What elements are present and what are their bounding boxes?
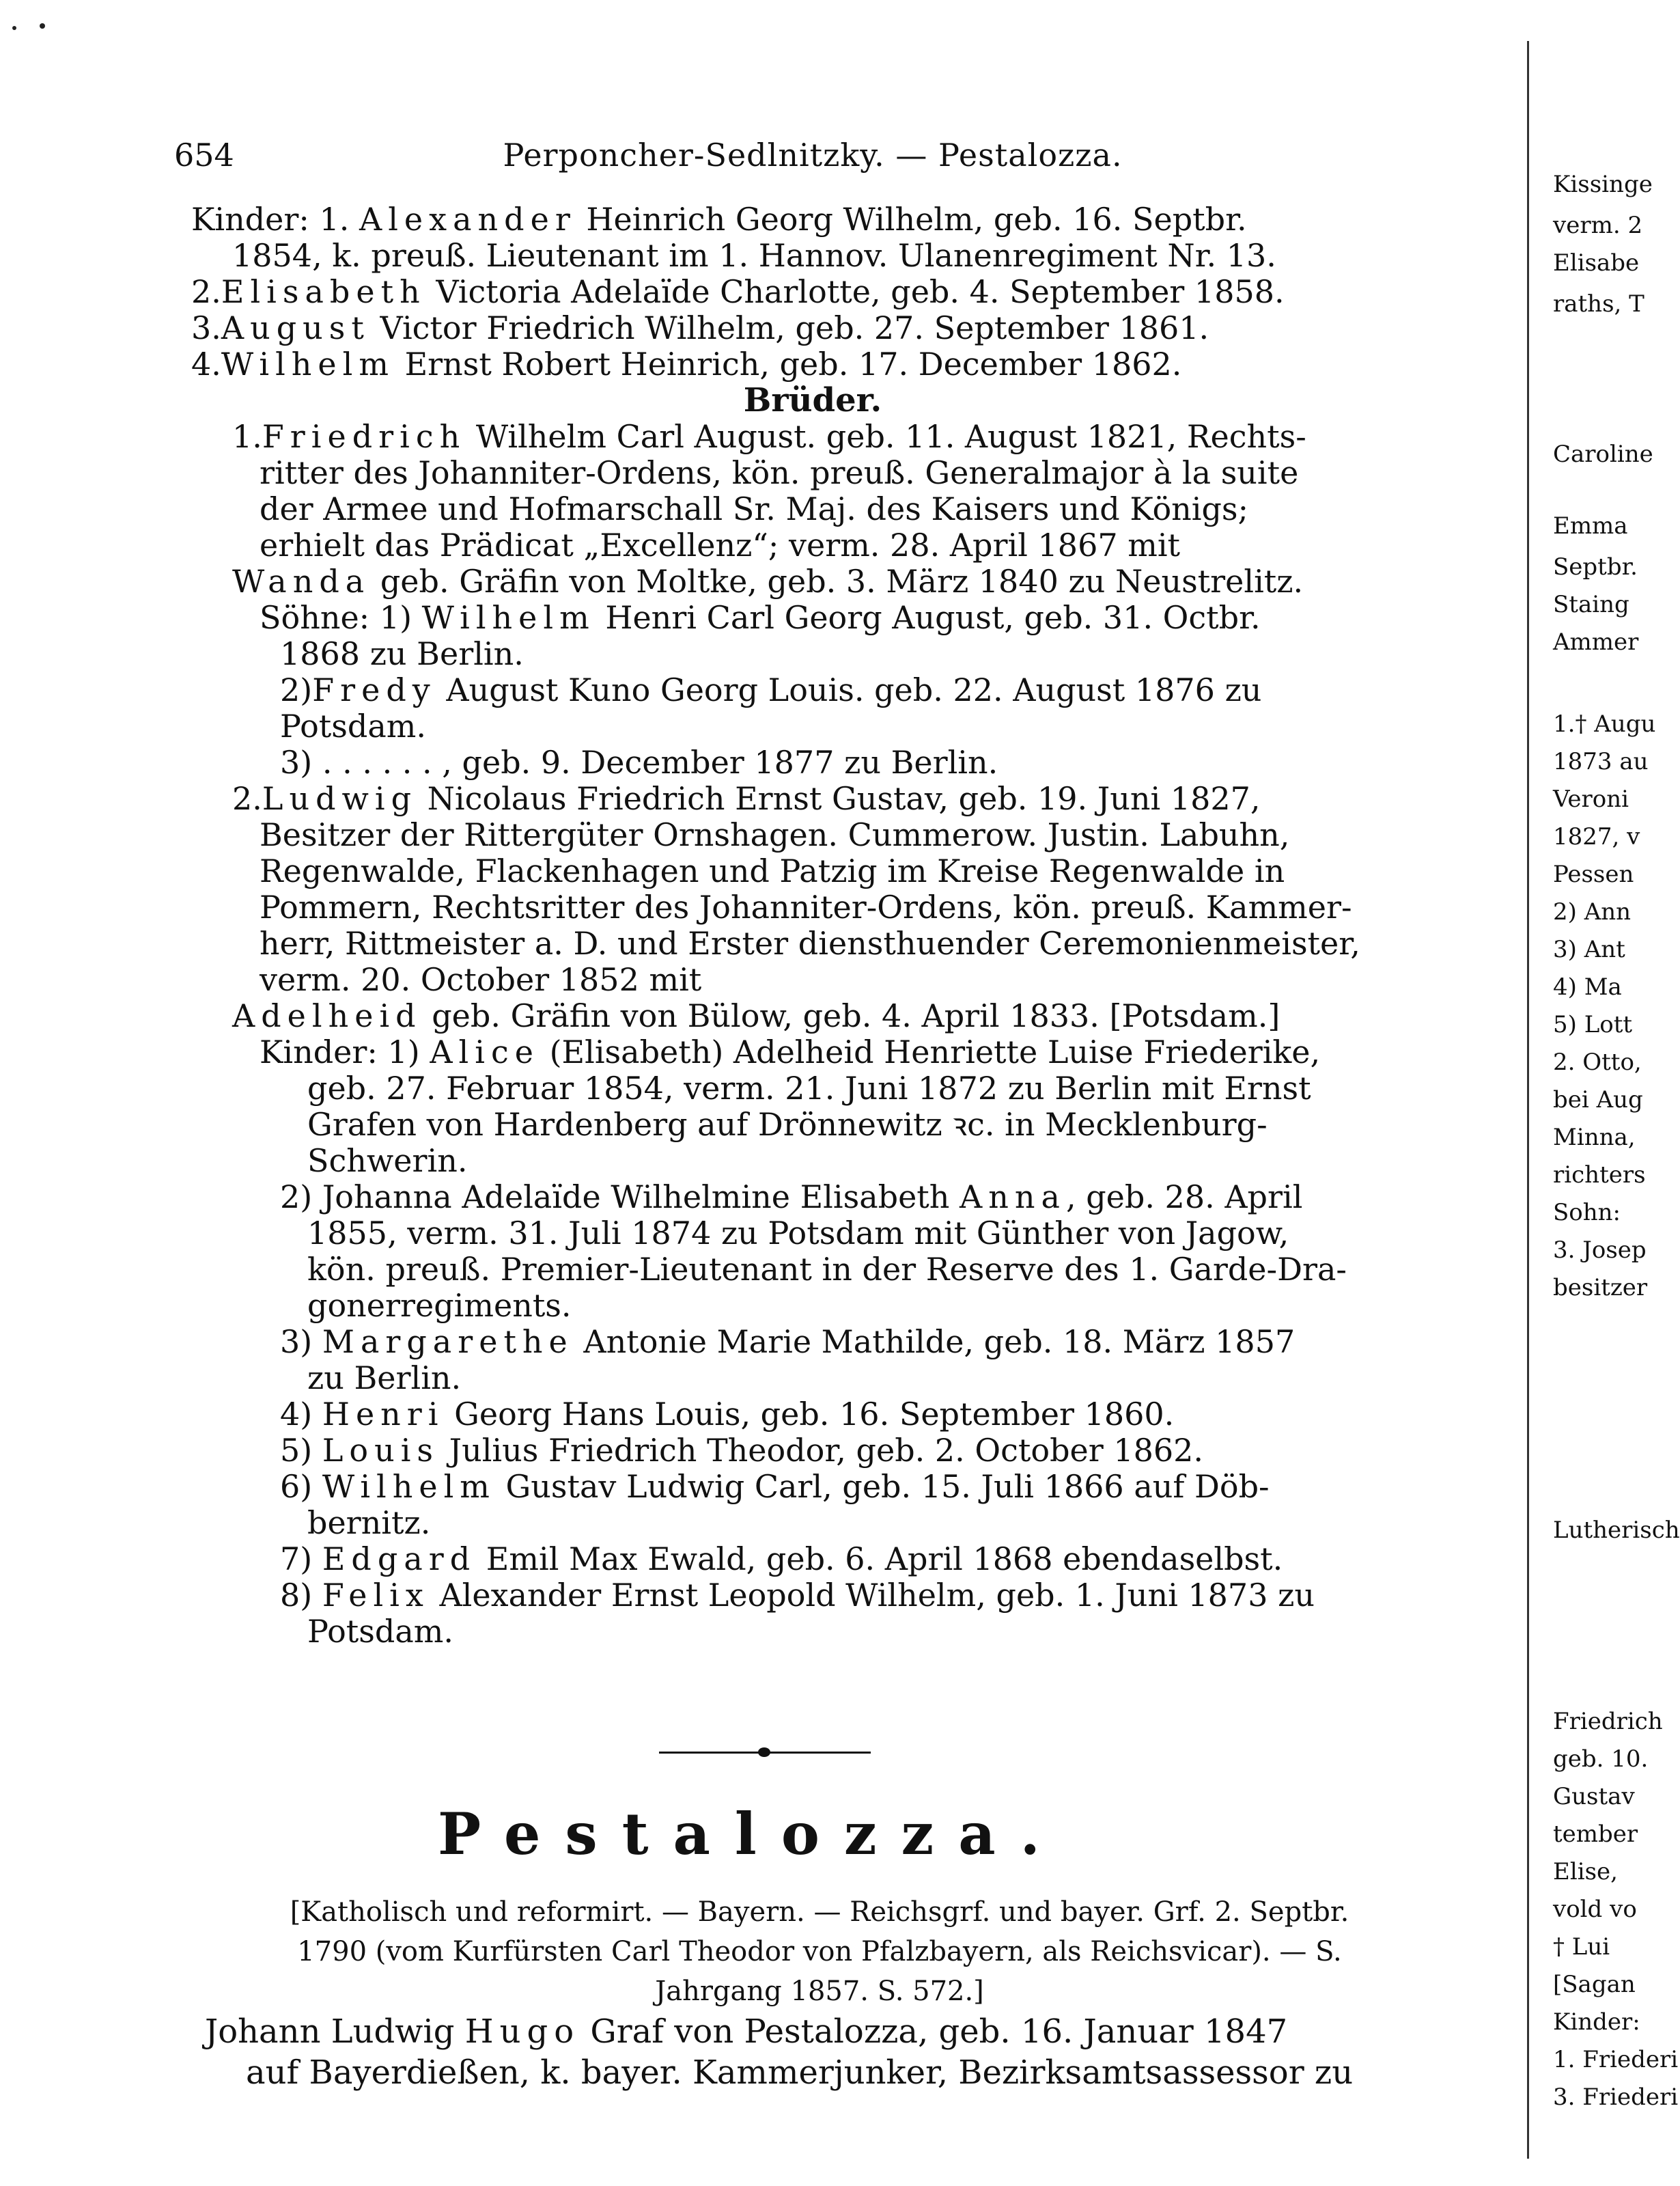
text-run: Brüder. [743, 381, 882, 419]
adjacent-page-fragment: 1873 au [1553, 748, 1649, 775]
text-run: Besitzer der Rittergüter Ornshagen. Cummerow. Justin. Labuhn, [260, 816, 1290, 853]
text-run: , geb. 28. April [1065, 1178, 1303, 1215]
adjacent-page-fragment: 3. Friederi [1553, 2084, 1679, 2111]
text-line [191, 346, 1434, 383]
section-body [205, 1892, 1434, 2093]
text-line [191, 238, 1434, 274]
adjacent-page-fragment: verm. 2 [1553, 212, 1643, 239]
binding-line [1527, 41, 1529, 2159]
text-line [191, 926, 1434, 962]
adjacent-page-fragment: Minna, [1553, 1124, 1636, 1151]
adjacent-page-fragment: besitzer [1553, 1274, 1648, 1301]
text-run: Kinder: 1) [260, 1034, 430, 1070]
section-divider [0, 1745, 1502, 1759]
text-line [191, 1288, 1434, 1324]
spaced-name: Alice [430, 1034, 540, 1070]
text-run: gonerregiments. [307, 1287, 572, 1324]
adjacent-page-fragment: 3. Josep [1553, 1236, 1647, 1264]
text-line [191, 1541, 1434, 1577]
divider-ornament [758, 1747, 770, 1757]
spaced-name: Henri [322, 1396, 445, 1433]
text-run: 7) [280, 1540, 322, 1577]
text-line [191, 962, 1434, 998]
page-number: 654 [174, 137, 234, 174]
adjacent-page-fragment: 2) Ann [1553, 898, 1632, 926]
adjacent-page-fragment: vold vo [1553, 1896, 1637, 1923]
spaced-name: Fredy [312, 672, 436, 708]
adjacent-page-fragment: † Lui [1553, 1933, 1610, 1961]
text-run: 2. [191, 273, 221, 310]
text-run: 6) [280, 1468, 322, 1505]
section-note [205, 1892, 1434, 2011]
text-run: geb. Gräfin von Bülow, geb. 4. April 1833. [Potsdam.] [421, 997, 1280, 1034]
text-run: Graf von Pestalozza, geb. 16. Januar 1847 [580, 2012, 1288, 2051]
running-head: Perponcher-Sedlnitzky. — Pestalozza. [503, 137, 1123, 174]
spaced-name: August [221, 309, 370, 346]
text-run: 3) [280, 1323, 322, 1360]
text-line [191, 1433, 1434, 1469]
spaced-name: Adelheid [232, 997, 422, 1034]
text-run: 3) . . . . . . , geb. 9. December 1877 zu Berlin. [280, 744, 998, 781]
text-run: 5) [280, 1432, 322, 1469]
text-run: Heinrich Georg Wilhelm, geb. 16. Septbr. [576, 201, 1247, 238]
text-line [191, 781, 1434, 817]
adjacent-page-fragment: [Sagan [1553, 1971, 1636, 1998]
adjacent-page-fragment: Veroni [1553, 786, 1629, 813]
text-run: 1855, verm. 31. Juli 1874 zu Potsdam mit Günther von Jagow, [307, 1215, 1289, 1251]
adjacent-page-fragment: Elise, [1553, 1858, 1618, 1885]
text-line [191, 600, 1434, 636]
text-run: 2. [232, 780, 262, 817]
page-header [174, 137, 1451, 184]
text-line [191, 1143, 1434, 1179]
adjacent-page-fragment: Pessen [1553, 861, 1634, 888]
text-run: 4. [191, 346, 221, 383]
text-run: Johann Ludwig [205, 2012, 465, 2051]
spaced-name: Edgard [322, 1540, 477, 1577]
adjacent-page-fragment: Staing [1553, 591, 1629, 618]
text-run: Alexander Ernst Leopold Wilhelm, geb. 1. Juni 1873 zu [429, 1577, 1315, 1614]
text-run: Grafen von Hardenberg auf Drönnewitz ꝛc. in Mecklenburg- [307, 1106, 1268, 1143]
spaced-name: Wilhelm [322, 1468, 496, 1505]
spaced-name: Margarethe [322, 1323, 574, 1360]
adjacent-page-fragment: 1827, v [1553, 823, 1640, 850]
text-line [191, 527, 1434, 564]
text-run: Kinder: 1. [191, 201, 359, 238]
spaced-name: Friedrich [262, 418, 466, 455]
adjacent-page-edge [1502, 0, 1680, 2186]
note-line: Jahrgang 1857. S. 572.] [655, 1976, 984, 2007]
adjacent-page-fragment: Friedrich [1553, 1708, 1663, 1735]
spaced-name: Louis [322, 1432, 440, 1469]
text-line [191, 274, 1434, 310]
text-line [191, 491, 1434, 527]
adjacent-page-fragment: 5) Lott [1553, 1011, 1633, 1038]
adjacent-page-fragment: Kissinge [1553, 171, 1653, 198]
text-run: ritter des Johanniter-Ordens, kön. preuß. Generalmajor à la suite [260, 454, 1299, 491]
text-line [191, 1614, 1434, 1650]
text-line [191, 1107, 1434, 1143]
adjacent-page-fragment: 1.† Augu [1553, 710, 1656, 738]
text-line [191, 1070, 1434, 1107]
text-run: verm. 20. October 1852 mit [260, 961, 702, 998]
text-run: Antonie Marie Mathilde, geb. 18. März 1857 [573, 1323, 1296, 1360]
spaced-name: Elisabeth [221, 273, 426, 310]
text-line [191, 455, 1434, 491]
note-line: 1790 (vom Kurfürsten Carl Theodor von Pfalzbayern, als Reichsvicar). — S. [297, 1936, 1342, 1967]
text-run: 2) [280, 672, 313, 708]
text-line [191, 1324, 1434, 1360]
text-run: 1854, k. preuß. Lieutenant im 1. Hannov. Ulanenregiment Nr. 13. [232, 237, 1276, 274]
text-run: zu Berlin. [307, 1359, 462, 1396]
text-run: Potsdam. [280, 708, 426, 745]
adjacent-page-fragment: bei Aug [1553, 1086, 1643, 1113]
text-line [191, 419, 1434, 455]
section-entry [205, 2011, 1434, 2093]
adjacent-page-fragment: Gustav [1553, 1783, 1635, 1810]
text-run: 8) [280, 1577, 322, 1614]
adjacent-page-fragment: Caroline [1553, 441, 1653, 468]
text-run: Victor Friedrich Wilhelm, geb. 27. September 1861. [369, 309, 1209, 346]
text-run: Ernst Robert Heinrich, geb. 17. December 1862. [394, 346, 1182, 383]
text-run: 4) [280, 1396, 322, 1433]
section-title: Pestalozza. [438, 1800, 1065, 1868]
text-line [205, 2052, 1434, 2093]
text-line [191, 383, 1434, 419]
text-line [191, 672, 1434, 708]
text-run: Nicolaus Friedrich Ernst Gustav, geb. 19. Juni 1827, [417, 780, 1261, 817]
text-run: Emil Max Ewald, geb. 6. April 1868 ebendaselbst. [476, 1540, 1283, 1577]
text-line [191, 564, 1434, 600]
note-line: [Katholisch und reformirt. — Bayern. — Reichsgrf. und bayer. Grf. 2. Septbr. [290, 1896, 1349, 1928]
adjacent-page-fragment: 1. Friederi [1553, 2046, 1679, 2073]
adjacent-page-fragment: Kinder: [1553, 2008, 1640, 2036]
text-run: 3. [191, 309, 221, 346]
adjacent-page-fragment: Ammer [1553, 628, 1639, 656]
spaced-name: Wilhelm [221, 346, 395, 383]
text-run: kön. preuß. Premier-Lieutenant in der Reserve des 1. Garde-Dra- [307, 1251, 1347, 1288]
spaced-name: Alexander [359, 201, 576, 238]
text-line [191, 636, 1434, 672]
adjacent-page-fragment: Septbr. [1553, 553, 1638, 581]
adjacent-page-fragment: richters [1553, 1161, 1646, 1189]
adjacent-page-fragment: Emma [1553, 512, 1628, 540]
text-run: Henri Carl Georg August, geb. 31. Octbr. [595, 599, 1261, 636]
text-line [191, 202, 1434, 238]
text-run: Georg Hans Louis, geb. 16. September 1860. [444, 1396, 1175, 1433]
text-run: August Kuno Georg Louis. geb. 22. August 1876 zu [436, 672, 1262, 708]
text-run: Pommern, Rechtsritter des Johanniter-Ordens, kön. preuß. Kammer- [260, 889, 1352, 926]
adjacent-page-fragment: Elisabe [1553, 249, 1640, 277]
text-run: geb. 27. Februar 1854, verm. 21. Juni 1872 zu Berlin mit Ernst [307, 1070, 1311, 1107]
text-run: 1868 zu Berlin. [280, 635, 524, 672]
text-line [191, 1577, 1434, 1614]
spaced-name: Ludwig [262, 780, 418, 817]
spaced-name: Wanda [232, 563, 371, 600]
text-line [191, 1469, 1434, 1505]
text-run: der Armee und Hofmarschall Sr. Maj. des Kaisers und Königs; [260, 490, 1249, 527]
text-line [191, 1505, 1434, 1541]
adjacent-page-fragment: geb. 10. [1553, 1745, 1649, 1773]
text-run: geb. Gräfin von Moltke, geb. 3. März 1840 zu Neustrelitz. [370, 563, 1304, 600]
text-run: Söhne: 1) [260, 599, 422, 636]
text-run: 1. [232, 418, 262, 455]
spaced-name: Felix [322, 1577, 430, 1614]
text-run: erhielt das Prädicat „Excellenz“; verm. 28. April 1867 mit [260, 527, 1181, 564]
text-run: Julius Friedrich Theodor, geb. 2. October 1862. [439, 1432, 1204, 1469]
text-run: bernitz. [307, 1504, 431, 1541]
adjacent-page-fragment: 2. Otto, [1553, 1049, 1642, 1076]
spaced-name: Hugo [464, 2012, 580, 2051]
text-run: Wilhelm Carl August. geb. 11. August 1821, Rechts- [466, 418, 1306, 455]
adjacent-page-fragment: 4) Ma [1553, 973, 1622, 1001]
text-run: Schwerin. [307, 1142, 468, 1179]
text-run: (Elisabeth) Adelheid Henriette Luise Friederike, [539, 1034, 1321, 1070]
text-run: Gustav Ludwig Carl, geb. 15. Juli 1866 auf Döb- [495, 1468, 1270, 1505]
text-run: Victoria Adelaïde Charlotte, geb. 4. September 1858. [425, 273, 1285, 310]
text-run: 2) Johanna Adelaïde Wilhelmine Elisabeth [280, 1178, 960, 1215]
text-line [191, 1215, 1434, 1251]
text-line [191, 310, 1434, 346]
text-line [205, 2011, 1434, 2052]
adjacent-page-fragment: tember [1553, 1821, 1638, 1848]
genealogy-entry-text [191, 202, 1434, 1650]
text-run: herr, Rittmeister a. D. und Erster diensthuender Ceremonienmeister, [260, 925, 1360, 962]
text-line [191, 817, 1434, 853]
spaced-name: Anna [960, 1178, 1066, 1215]
text-line [191, 998, 1434, 1034]
text-line [191, 708, 1434, 745]
text-line [191, 889, 1434, 926]
adjacent-page-fragment: Lutherisch [1553, 1517, 1680, 1544]
text-line [191, 1034, 1434, 1070]
text-run: auf Bayerdießen, k. bayer. Kammerjunker, Bezirksamtsassessor zu [246, 2053, 1354, 2092]
text-run: Potsdam. [307, 1613, 453, 1650]
text-line [191, 745, 1434, 781]
text-run: Regenwalde, Flackenhagen und Patzig im Kreise Regenwalde in [260, 853, 1285, 889]
adjacent-page-fragment: raths, T [1553, 290, 1644, 318]
spaced-name: Wilhelm [421, 599, 596, 636]
text-line [191, 1251, 1434, 1288]
text-line [191, 1360, 1434, 1396]
text-line [191, 853, 1434, 889]
adjacent-page-fragment: Sohn: [1553, 1199, 1621, 1226]
text-line [191, 1396, 1434, 1433]
adjacent-page-fragment: 3) Ant [1553, 936, 1625, 963]
text-line [191, 1179, 1434, 1215]
